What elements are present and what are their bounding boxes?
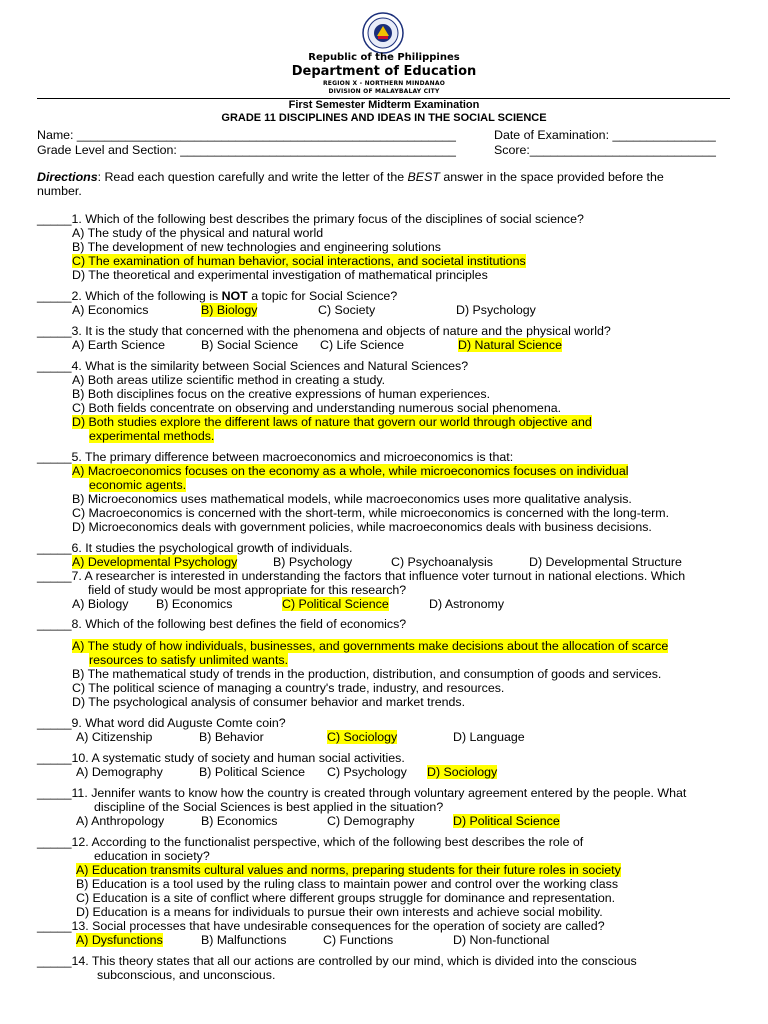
question-9: _____9. What word did Auguste Comte coin? — [37, 716, 286, 730]
q4-option-d — [72, 415, 592, 429]
q10-answer-highlight: D) Sociology — [427, 765, 498, 779]
q2-option-c: C) Society — [318, 303, 376, 317]
q10-option-b: B) Political Science — [199, 765, 306, 779]
exam-subject: GRADE 11 DISCIPLINES AND IDEAS IN THE SOCIAL SCIENCE — [221, 112, 547, 124]
q13-answer-highlight: A) Dysfunctions — [76, 933, 163, 947]
directions-label: Directions — [37, 170, 98, 184]
q5-option-c: C) Macroeconomics is concerned with the short-term, while microeconomics is concerned with the long-term. — [72, 506, 670, 520]
q5-option-a — [72, 464, 628, 478]
division-line: DIVISION OF MALAYBALAY CITY — [328, 88, 440, 95]
q13-option-d: D) Non-functional — [453, 933, 550, 947]
q4-option-b: B) Both disciplines focus on the creative expressions of human experiences. — [72, 387, 491, 401]
question-8: _____8. Which of the following best defines the field of economics? — [37, 617, 407, 631]
region-line: REGION X - NORTHERN MINDANAO — [322, 80, 445, 87]
q2-stem-b: a topic for Social Science? — [247, 289, 398, 303]
q4-answer-highlight: D) Both studies explore the different laws of nature that govern our world through objective and — [72, 415, 592, 429]
question-14: _____14. This theory states that all our actions are controlled by our mind, which is divided into the conscious — [37, 954, 637, 968]
q5-option-d: D) Microeconomics deals with government policies, while macroeconomics deals with business decisions. — [72, 520, 652, 534]
q7-answer-highlight: C) Political Science — [282, 597, 389, 611]
q3-option-a: A) Earth Science — [72, 338, 165, 352]
q3-option-c: C) Life Science — [320, 338, 405, 352]
q7-option-d: D) Astronomy — [429, 597, 505, 611]
q8-option-b: B) The mathematical study of trends in the production, distribution, and consumption of goods and services. — [72, 667, 662, 681]
deped-seal-icon — [359, 12, 407, 54]
q8-option-c: C) The political science of managing a country's trade, industry, and resources. — [72, 681, 505, 695]
q6-option-c: C) Psychoanalysis — [391, 555, 493, 569]
q2-option-d: D) Psychology — [456, 303, 536, 317]
question-12-cont: education in society? — [94, 849, 210, 863]
q5-option-b: B) Microeconomics uses mathematical models, while macroeconomics uses more qualitative analysis. — [72, 492, 632, 506]
question-7-cont: field of study would be most appropriate for this research? — [88, 583, 407, 597]
q2-option-b — [201, 303, 257, 317]
question-13: _____13. Social processes that have undesirable consequences for the operation of society are called? — [37, 919, 605, 933]
question-14-cont: subconscious, and unconscious. — [97, 968, 276, 982]
republic-line: Republic of the Philippines — [308, 52, 460, 63]
question-7: _____7. A researcher is interested in understanding the factors that influence voter turnout in national elections. Which — [37, 569, 686, 583]
q9-option-d: D) Language — [453, 730, 525, 744]
q3-option-d — [458, 338, 562, 352]
question-10: _____10. A systematic study of society and human social activities. — [37, 751, 405, 765]
q8-option-a — [72, 639, 668, 653]
directions-text-a: : Read each question carefully and write the letter of the — [97, 170, 408, 184]
q10-option-a: A) Demography — [76, 765, 163, 779]
q8-answer-highlight-cont: resources to satisfy unlimited wants. — [89, 653, 289, 667]
q10-option-c: C) Psychology — [327, 765, 407, 779]
question-4: _____4. What is the similarity between Social Sciences and Natural Sciences? — [37, 359, 469, 373]
directions-text-b: answer in the space provided before the — [439, 170, 664, 184]
date-field: Date of Examination: _______________ — [494, 128, 716, 142]
q7-option-a: A) Biology — [72, 597, 129, 611]
q6-answer-highlight: A) Developmental Psychology — [72, 555, 238, 569]
q10-option-d — [427, 765, 497, 779]
q1-option-c — [72, 254, 526, 268]
q12-option-d: D) Education is a means for individuals to pursue their own interests and achieve social mobility. — [76, 905, 603, 919]
q11-option-d — [453, 814, 560, 828]
q13-option-a — [76, 933, 163, 947]
directions-line-2: number. — [37, 184, 82, 198]
question-5: _____5. The primary difference between macroeconomics and microeconomics is that: — [37, 450, 514, 464]
q6-option-a — [72, 555, 237, 569]
q8-option-a-cont — [89, 653, 288, 667]
q5-option-a-cont — [89, 478, 186, 492]
q6-option-b: B) Psychology — [273, 555, 353, 569]
question-11-cont: discipline of the Social Sciences is best applied in the situation? — [94, 800, 444, 814]
q13-option-c: C) Functions — [323, 933, 394, 947]
q2-option-a: A) Economics — [72, 303, 149, 317]
q3-answer-highlight: D) Natural Science — [458, 338, 562, 352]
name-field: Name: _______________________________________________________ — [37, 128, 456, 142]
question-2 — [37, 289, 397, 303]
q11-option-b: B) Economics — [201, 814, 278, 828]
q2-answer-highlight: B) Biology — [201, 303, 258, 317]
q12-option-c: C) Education is a site of conflict where different groups struggle for dominance and representation. — [76, 891, 616, 905]
exam-title: First Semester Midterm Examination — [288, 99, 480, 111]
q1-option-b: B) The development of new technologies and engineering solutions — [72, 240, 441, 254]
q6-option-d: D) Developmental Structure — [529, 555, 682, 569]
q7-option-c — [282, 597, 389, 611]
q5-answer-highlight-cont: economic agents. — [89, 478, 187, 492]
q11-option-a: A) Anthropology — [76, 814, 165, 828]
q4-option-c: C) Both fields concentrate on observing and understanding numerous social phenomena. — [72, 401, 562, 415]
q9-answer-highlight: C) Sociology — [327, 730, 398, 744]
q9-option-a: A) Citizenship — [76, 730, 153, 744]
q3-option-b: B) Social Science — [201, 338, 299, 352]
q9-option-b: B) Behavior — [199, 730, 264, 744]
q9-option-c — [327, 730, 397, 744]
question-12: _____12. According to the functionalist perspective, which of the following best describes the role of — [37, 835, 584, 849]
score-field: Score:___________________________ — [494, 143, 716, 157]
grade-section-field: Grade Level and Section: ________________________________________ — [37, 143, 456, 157]
q4-option-d-cont — [89, 429, 214, 443]
q12-option-a — [76, 863, 621, 877]
directions-line — [37, 170, 664, 184]
q12-answer-highlight: A) Education transmits cultural values and norms, preparing students for their future roles in society — [76, 863, 621, 877]
q2-not: NOT — [221, 289, 248, 303]
q8-option-d: D) The psychological analysis of consumer behavior and market trends. — [72, 695, 466, 709]
q5-answer-highlight: A) Macroeconomics focuses on the economy as a whole, while microeconomics focuses on individual — [72, 464, 629, 478]
q8-answer-highlight: A) The study of how individuals, businesses, and governments make decisions about the allocation of scarce — [72, 639, 669, 653]
question-3: _____3. It is the study that concerned with the phenomena and objects of nature and the physical world? — [37, 324, 611, 338]
q13-option-b: B) Malfunctions — [201, 933, 287, 947]
q1-option-a: A) The study of the physical and natural world — [72, 226, 324, 240]
q11-answer-highlight: D) Political Science — [453, 814, 560, 828]
question-1: _____1. Which of the following best describes the primary focus of the disciplines of social science? — [37, 212, 584, 226]
question-11: _____11. Jennifer wants to know how the country is created through voluntary agreement entered by the people. What — [37, 786, 687, 800]
question-6: _____6. It studies the psychological growth of individuals. — [37, 541, 353, 555]
q1-answer-highlight: C) The examination of human behavior, social interactions, and societal institutions — [72, 254, 526, 268]
q1-option-d: D) The theoretical and experimental investigation of mathematical principles — [72, 268, 488, 282]
q4-option-a: A) Both areas utilize scientific method in creating a study. — [72, 373, 386, 387]
q2-stem-a: _____2. Which of the following is — [37, 289, 222, 303]
q12-option-b: B) Education is a tool used by the ruling class to maintain power and control over the working class — [76, 877, 619, 891]
directions-best: BEST — [407, 170, 440, 184]
q7-option-b: B) Economics — [156, 597, 233, 611]
q11-option-c: C) Demography — [327, 814, 415, 828]
q4-answer-highlight-cont: experimental methods. — [89, 429, 215, 443]
department-title: Department of Education — [291, 64, 477, 79]
